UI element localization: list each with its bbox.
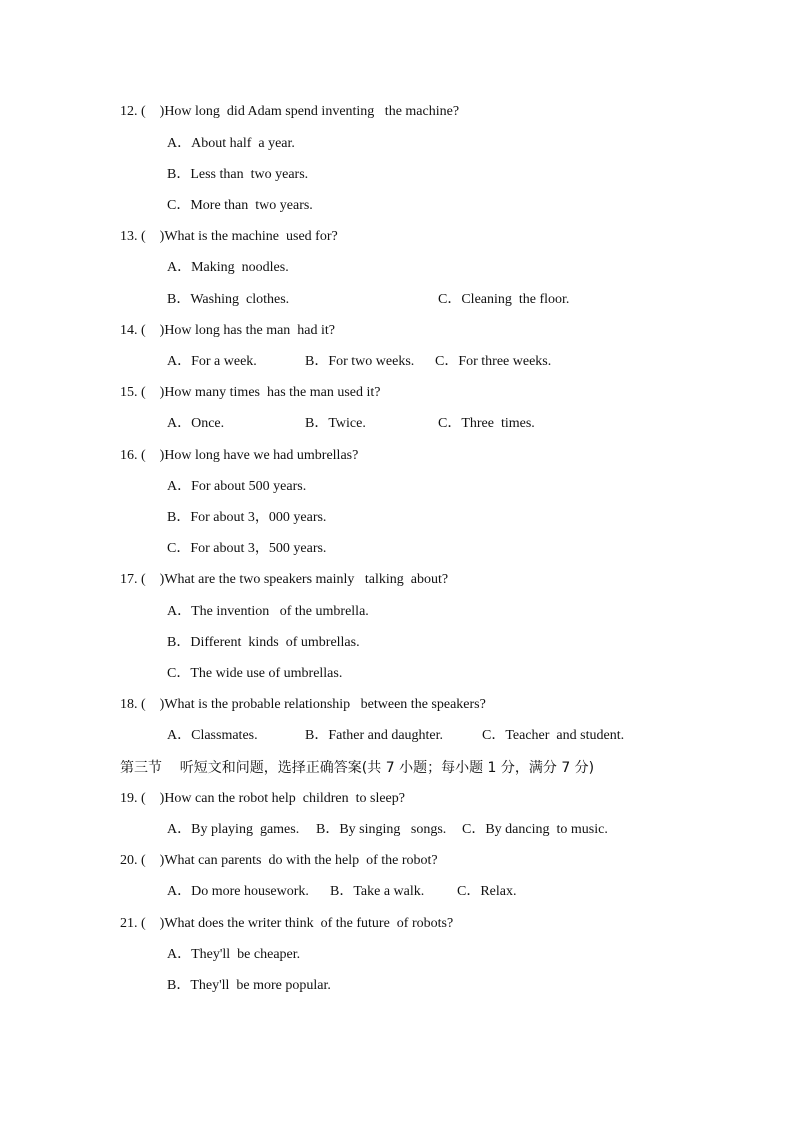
q18-option-a: A．Classmates.	[167, 728, 258, 743]
q15-option-c: C．Three times.	[438, 416, 535, 431]
q19-option-b: B．By singing songs.	[316, 822, 447, 837]
q17-option-c: C．The wide use of umbrellas.	[167, 666, 343, 681]
question-17-stem: 17. ( )What are the two speakers mainly talking about?	[120, 572, 449, 587]
question-20-stem: 20. ( )What can parents do with the help of the robot?	[120, 853, 438, 868]
question-18-stem: 18. ( )What is the probable relationship between the speakers?	[120, 697, 486, 712]
question-13-stem: 13. ( )What is the machine used for?	[120, 229, 338, 244]
q13-option-a: A．Making noodles.	[167, 260, 289, 275]
question-15-stem: 15. ( )How many times has the man used it?	[120, 385, 381, 400]
q13-option-c: C．Cleaning the floor.	[438, 292, 570, 307]
q19-option-c: C．By dancing to music.	[462, 822, 608, 837]
q12-option-c: C．More than two years.	[167, 198, 313, 213]
q12-option-a: A．About half a year.	[167, 136, 295, 151]
q21-option-a: A．They'll be cheaper.	[167, 947, 301, 962]
q17-option-b: B．Different kinds of umbrellas.	[167, 635, 360, 650]
q16-option-a: A．For about 500 years.	[167, 479, 307, 494]
q21-option-b: B．They'll be more popular.	[167, 978, 331, 993]
q16-option-b: B．For about 3，000 years.	[167, 510, 327, 525]
q18-option-c: C．Teacher and student.	[482, 728, 625, 743]
q18-option-b: B．Father and daughter.	[305, 728, 444, 743]
q15-option-b: B．Twice.	[305, 416, 366, 431]
q14-option-b: B．For two weeks.	[305, 354, 415, 369]
question-12-stem: 12. ( )How long did Adam spend inventing the machine?	[120, 104, 460, 119]
section-3-heading: 第三节 听短文和问题，选择正确答案(共 7 小题；每小题 1 分，满分 7 分)	[120, 760, 595, 776]
q19-option-a: A．By playing games.	[167, 822, 300, 837]
q20-option-b: B．Take a walk.	[330, 884, 425, 899]
q14-option-c: C．For three weeks.	[435, 354, 552, 369]
question-19-stem: 19. ( )How can the robot help children to sleep?	[120, 791, 405, 806]
q17-option-a: A．The invention of the umbrella.	[167, 604, 369, 619]
q13-option-b: B．Washing clothes.	[167, 292, 290, 307]
q14-option-a: A．For a week.	[167, 354, 257, 369]
q16-option-c: C．For about 3，500 years.	[167, 541, 327, 556]
q12-option-b: B．Less than two years.	[167, 167, 309, 182]
q20-option-a: A．Do more housework.	[167, 884, 309, 899]
question-16-stem: 16. ( )How long have we had umbrellas?	[120, 448, 359, 463]
question-21-stem: 21. ( )What does the writer think of the future of robots?	[120, 916, 454, 931]
question-14-stem: 14. ( )How long has the man had it?	[120, 323, 336, 338]
q15-option-a: A．Once.	[167, 416, 225, 431]
q20-option-c: C．Relax.	[457, 884, 517, 899]
